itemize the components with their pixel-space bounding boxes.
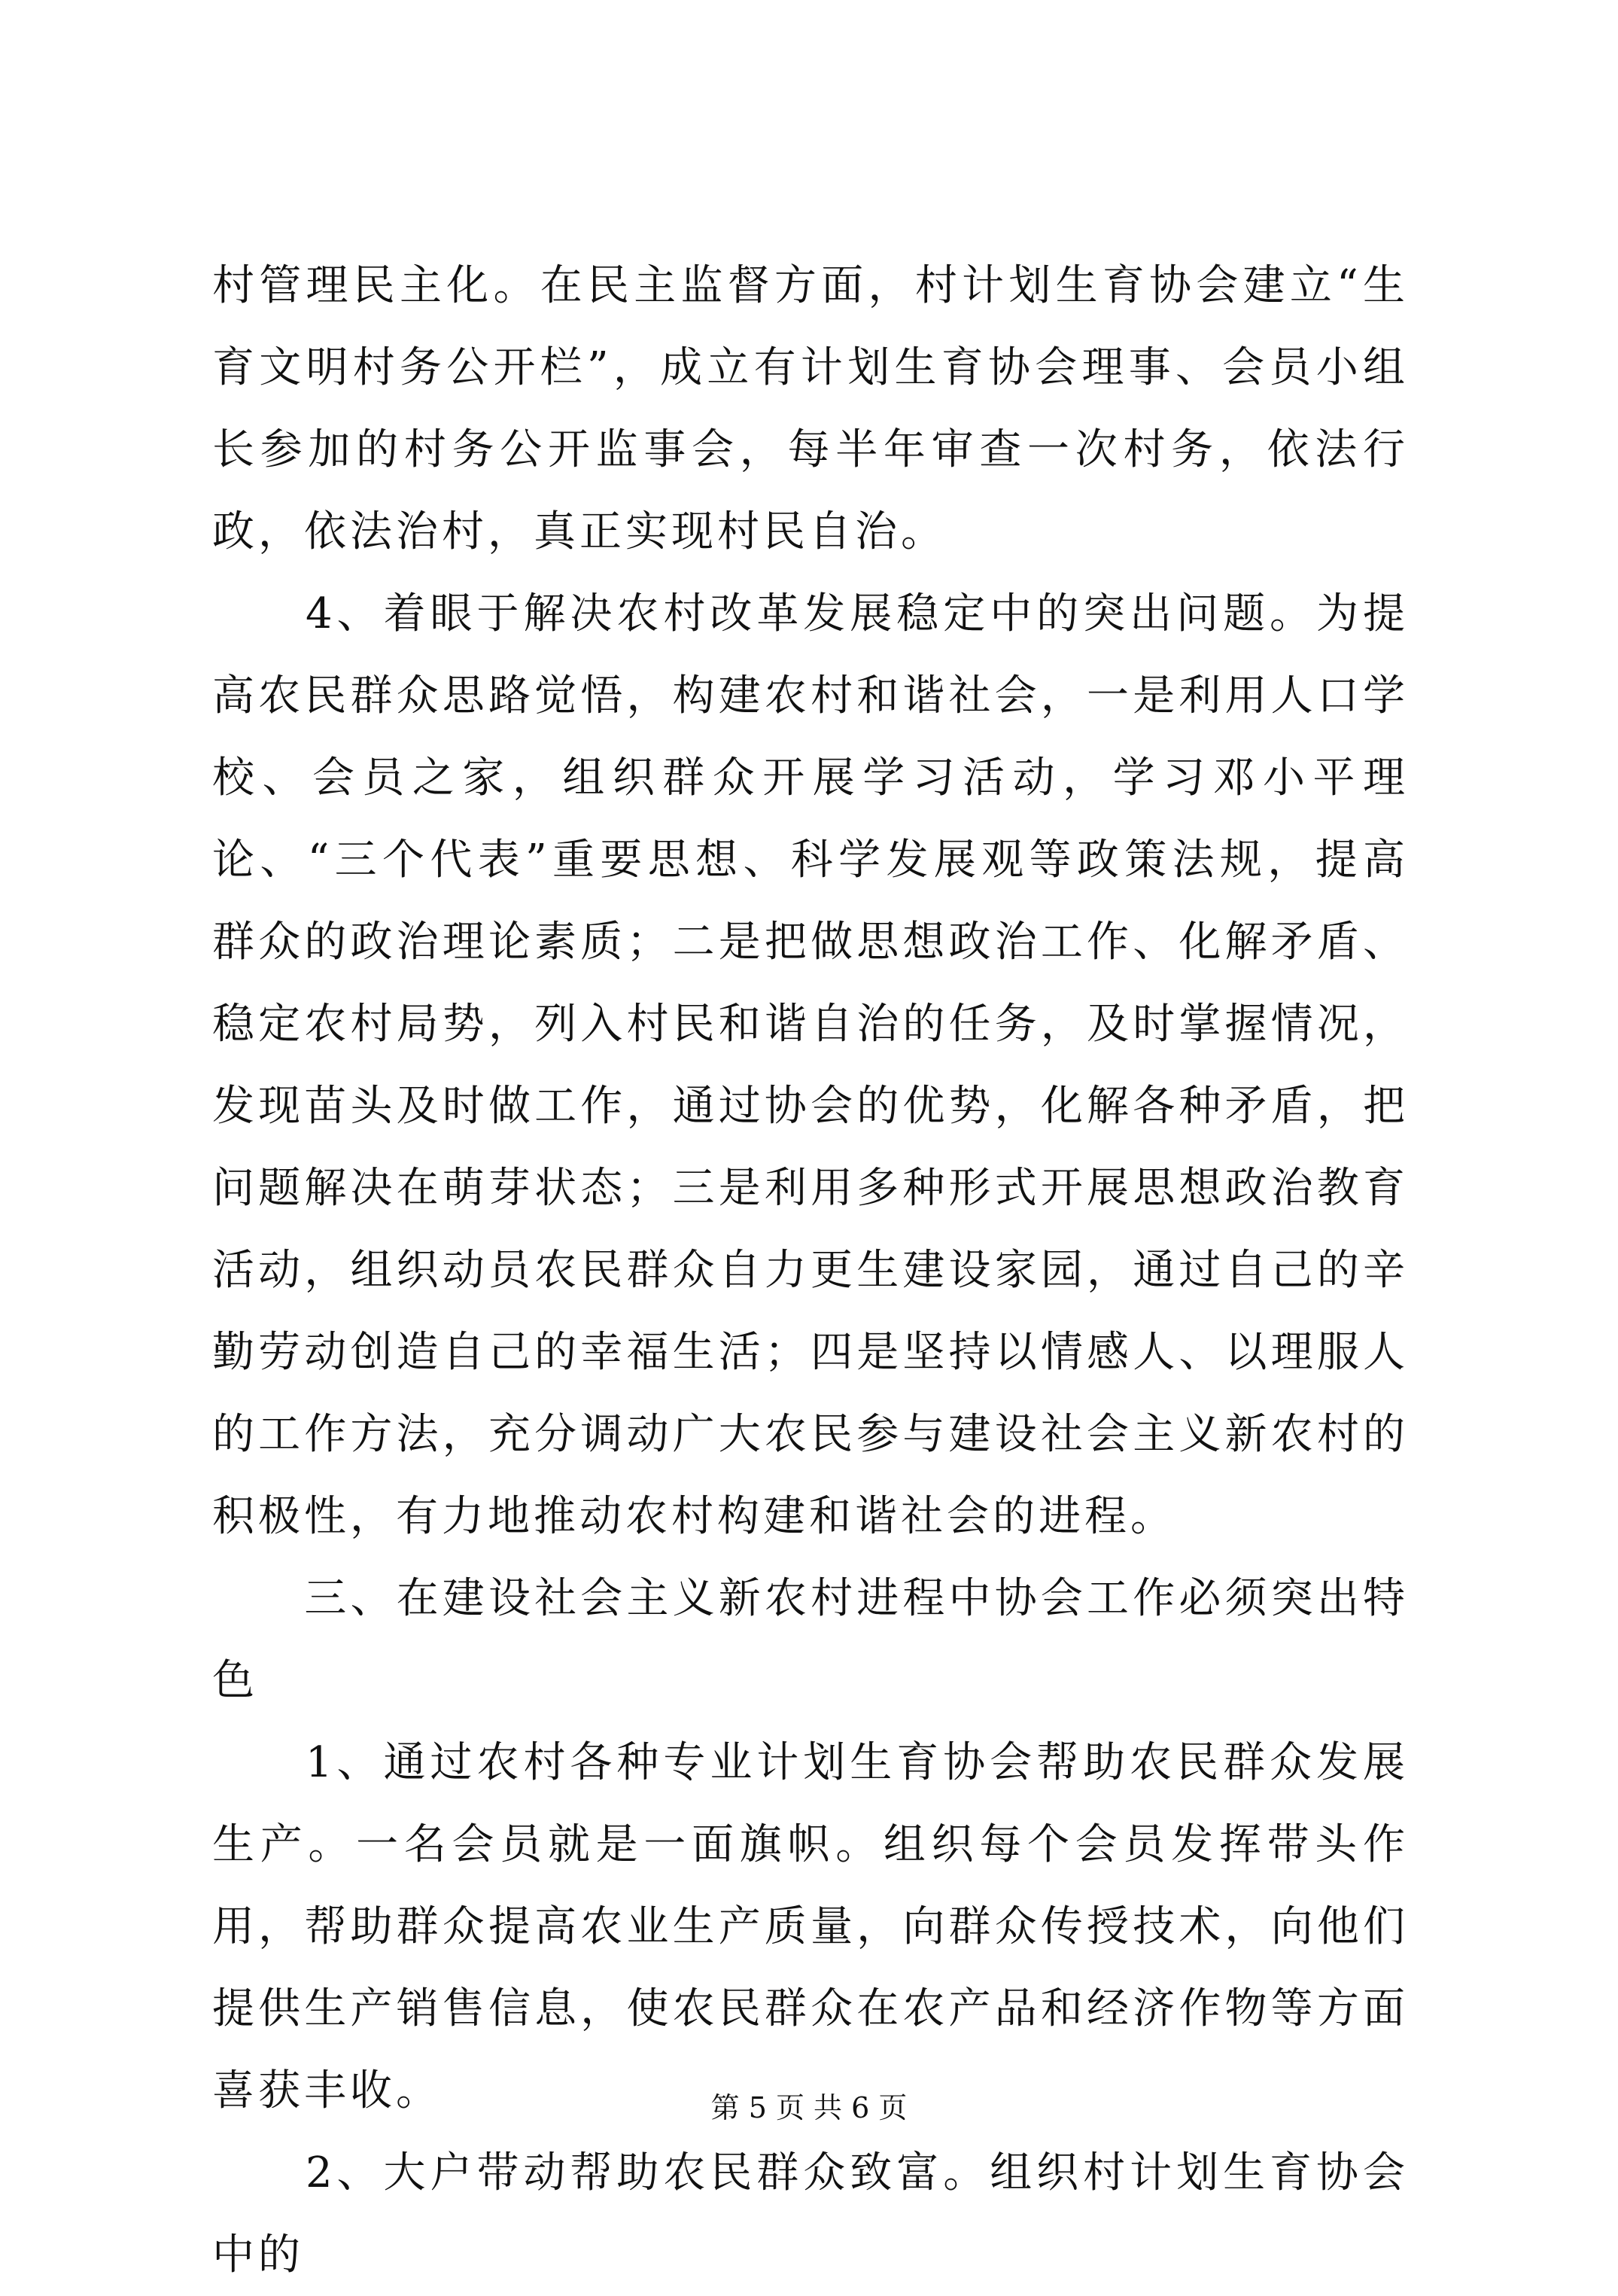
paragraph-item-4: 4、着眼于解决农村改革发展稳定中的突出问题。为提高农民群众思路觉悟，构建农村和谐社会，一是利用人口学校、会员之家，组织群众开展学习活动，学习邓小平理论、“三个代表”重要思想、科学发展观等政策法规，提高群众的政治理论素质；二是把做思想政治工作、化解矛盾、稳定农村局势，列入村民和谐自治的任务，及时掌握情况，发现苗头及时做工作，通过协会的优势，化解各种矛盾，把问题解决在萌芽状态；三是利用多种形式开展思想政治教育活动，组织动员农民群众自力更生建设家园，通过自己的辛勤劳动创造自己的幸福生活；四是坚持以情感人、以理服人的工作方法，充分调动广大农民参与建设社会主义新农村的积极性，有力地推动农村构建和谐社会的进程。: [212, 589, 1409, 1541]
paragraph-village-democracy: 村管理民主化。在民主监督方面，村计划生育协会建立“生育文明村务公开栏”，成立有计划生育协会理事、会员小组长参加的村务公开监事会，每半年审查一次村务，依法行政，依法治村，真正实现村民自治。: [212, 261, 1409, 556]
page-footer: [0, 2089, 1618, 2127]
section-heading-3: 三、在建设社会主义新农村进程中协会工作必须突出特色: [212, 1574, 1409, 1705]
paragraph-item-2: 2、大户带动帮助农民群众致富。组织村计划生育协会中的: [212, 2148, 1409, 2279]
document-body: [212, 245, 1409, 2296]
page-number-label: 第 5 页 共 6 页: [710, 2091, 908, 2124]
paragraph-item-1: 1、通过农村各种专业计划生育协会帮助农民群众发展生产。一名会员就是一面旗帜。组织每个会员发挥带头作用，帮助群众提高农业生产质量，向群众传授技术，向他们提供生产销售信息，使农民群众在农产品和经济作物等方面喜获丰收。: [212, 1738, 1409, 2115]
